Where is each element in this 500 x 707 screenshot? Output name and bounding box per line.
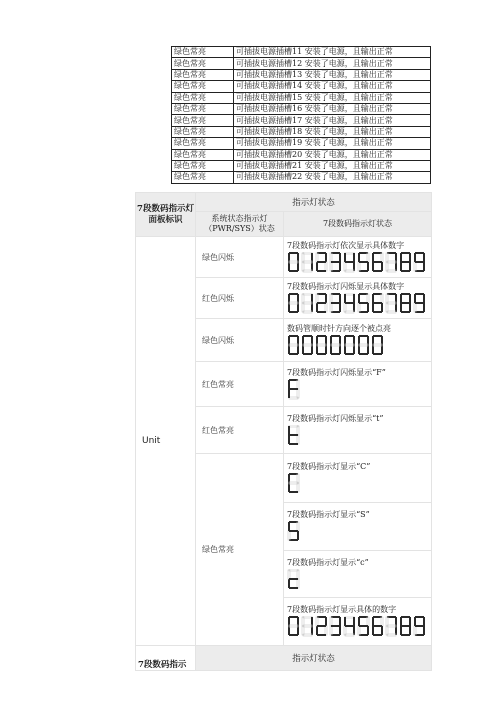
segment-digit — [344, 616, 355, 636]
seven-segment-digits — [287, 252, 427, 273]
segment-description: 数码管顺时针方向逐个被点亮 — [287, 323, 391, 333]
seven-segment-display — [284, 615, 431, 640]
segment-digit — [414, 293, 425, 313]
segment-digit — [386, 616, 397, 636]
segment-cell — [284, 503, 432, 551]
segment-digit — [302, 252, 313, 272]
segment-digit — [288, 252, 299, 272]
segment-status-header: 7段数码指示灯状态 — [284, 212, 432, 237]
seven-segment-display — [284, 520, 431, 545]
segment-digit — [330, 252, 341, 272]
seven-segment-digits — [287, 569, 301, 590]
description-cell: 可插拔电源插槽22 安装了电源，且输出正常 — [234, 172, 431, 183]
status-cell: 绿色常亮 — [172, 92, 234, 103]
segment-digit — [302, 616, 313, 636]
seven-segment-display — [284, 292, 431, 317]
seven-segment-digits — [287, 293, 427, 314]
status-cell: 红色常亮 — [196, 362, 284, 407]
segment-digit — [414, 252, 425, 272]
seven-segment-display — [284, 251, 431, 276]
segment-description: 7段数码指示灯显示“C” — [287, 461, 371, 471]
status-cell: 绿色常亮 — [172, 58, 234, 69]
segment-digit — [400, 616, 411, 636]
segment-digit — [316, 616, 327, 636]
segment-digit — [302, 335, 313, 355]
power-slot-status-table — [171, 46, 431, 184]
description-cell: 可插拔电源插槽13 安装了电源，且输出正常 — [234, 69, 431, 80]
seven-segment-display — [284, 378, 431, 403]
segment-description: 7段数码指示灯闪烁显示“t” — [287, 413, 384, 423]
status-cell: 绿色常亮 — [172, 126, 234, 137]
segment-digit — [288, 293, 299, 313]
table-row — [172, 58, 431, 69]
table-row — [172, 160, 431, 171]
segment-cell — [284, 362, 432, 407]
panel-label-header: 7段数码指示灯面板标识 — [136, 193, 196, 237]
status-cell: 绿色常亮 — [172, 47, 234, 58]
segment-digit — [372, 616, 383, 636]
segment-cell — [284, 551, 432, 598]
segment-cell — [284, 237, 432, 278]
segment-digit — [400, 293, 411, 313]
status-cell: 红色常亮 — [196, 407, 284, 454]
segment-digit — [288, 569, 299, 589]
seven-segment-digits — [287, 473, 301, 494]
status-cell: 绿色常亮 — [172, 69, 234, 80]
status-cell: 绿色常亮 — [172, 149, 234, 160]
segment-digit — [330, 293, 341, 313]
status-cell: 绿色常亮 — [172, 138, 234, 149]
segment-description: 7段数码指示灯闪烁显示具体数字 — [287, 281, 405, 291]
segment-digit — [358, 335, 369, 355]
segment-digit — [288, 335, 299, 355]
description-cell: 可插拔电源插槽17 安装了电源，且输出正常 — [234, 115, 431, 126]
segment-digit — [344, 252, 355, 272]
segment-cell — [284, 598, 432, 646]
description-cell: 可插拔电源插槽16 安装了电源，且输出正常 — [234, 103, 431, 114]
segment-digit — [288, 521, 299, 541]
table-row — [172, 103, 431, 114]
seven-segment-digits — [287, 425, 301, 446]
description-cell: 可插拔电源插槽12 安装了电源，且输出正常 — [234, 58, 431, 69]
table-row — [172, 126, 431, 137]
status-cell: 绿色常亮 — [172, 115, 234, 126]
segment-digit — [316, 335, 327, 355]
description-cell: 可插拔电源插槽21 安装了电源，且输出正常 — [234, 160, 431, 171]
segment-description: 7段数码指示灯显示“c” — [287, 557, 369, 567]
description-cell: 可插拔电源插槽15 安装了电源，且输出正常 — [234, 92, 431, 103]
segment-description: 7段数码指示灯闪烁显示“F” — [287, 367, 386, 377]
status-cell: 红色闪烁 — [196, 278, 284, 319]
status-cell: 绿色常亮 — [172, 172, 234, 183]
status-cell: 绿色闪烁 — [196, 319, 284, 362]
segment-digit — [372, 293, 383, 313]
indicator-status-header-continued: 指示灯状态 — [196, 646, 432, 671]
table-row — [172, 138, 431, 149]
segment-description: 7段数码指示灯显示“S” — [287, 510, 370, 519]
segment-digit — [302, 293, 313, 313]
seven-segment-display — [284, 472, 431, 497]
table-row — [172, 172, 431, 183]
indicator-status-header: 指示灯状态 — [196, 193, 432, 212]
system-status-header: 系统状态指示灯（PWR/SYS）状态 — [196, 212, 284, 237]
status-cell: 绿色常亮 — [172, 81, 234, 92]
segment-digit — [344, 293, 355, 313]
table-row — [172, 92, 431, 103]
segment-digit — [288, 616, 299, 636]
status-cell: 绿色常亮 — [172, 103, 234, 114]
segment-digit — [358, 616, 369, 636]
segment-cell — [284, 319, 432, 362]
segment-digit — [386, 252, 397, 272]
segment-digit — [288, 379, 299, 399]
description-cell: 可插拔电源插槽18 安装了电源，且输出正常 — [234, 126, 431, 137]
seven-segment-digits — [287, 616, 427, 637]
status-cell: 绿色常亮 — [172, 160, 234, 171]
status-cell: 绿色闪烁 — [196, 237, 284, 278]
segment-digit — [344, 335, 355, 355]
table-row — [172, 149, 431, 160]
segment-digit — [288, 473, 299, 493]
segment-cell — [284, 454, 432, 503]
segment-digit — [386, 293, 397, 313]
segment-digit — [316, 252, 327, 272]
segment-digit — [316, 293, 327, 313]
segment-cell — [284, 407, 432, 454]
status-cell: 绿色常亮 — [196, 454, 284, 646]
segment-digit — [414, 616, 425, 636]
seven-segment-digits — [287, 379, 301, 400]
unit-label: Unit — [136, 237, 196, 646]
description-cell: 可插拔电源插槽14 安装了电源，且输出正常 — [234, 81, 431, 92]
segment-digit — [400, 252, 411, 272]
description-cell: 可插拔电源插槽19 安装了电源，且输出正常 — [234, 138, 431, 149]
segment-digit — [288, 425, 299, 445]
segment-digit — [358, 252, 369, 272]
seven-segment-digits — [287, 335, 385, 356]
table-row — [172, 69, 431, 80]
segment-digit — [330, 335, 341, 355]
seven-segment-digits — [287, 521, 301, 542]
segment-cell — [284, 278, 432, 319]
segment-description: 7段数码指示灯依次显示具体数字 — [287, 240, 405, 250]
segment-digit — [372, 252, 383, 272]
table-row — [172, 81, 431, 92]
table-row — [172, 115, 431, 126]
segment-digit — [358, 293, 369, 313]
segment-digit — [330, 616, 341, 636]
description-cell: 可插拔电源插槽20 安装了电源，且输出正常 — [234, 149, 431, 160]
seven-segment-display — [284, 568, 431, 593]
seven-segment-status-table — [135, 192, 432, 671]
table-row — [172, 47, 431, 58]
description-cell: 可插拔电源插槽11 安装了电源，且输出正常 — [234, 47, 431, 58]
panel-label-header-continued: 7段数码指示 — [136, 646, 196, 671]
seven-segment-display — [284, 334, 431, 359]
segment-description: 7段数码指示灯显示具体的数字 — [287, 605, 397, 614]
segment-digit — [372, 335, 383, 355]
seven-segment-display — [284, 424, 431, 449]
